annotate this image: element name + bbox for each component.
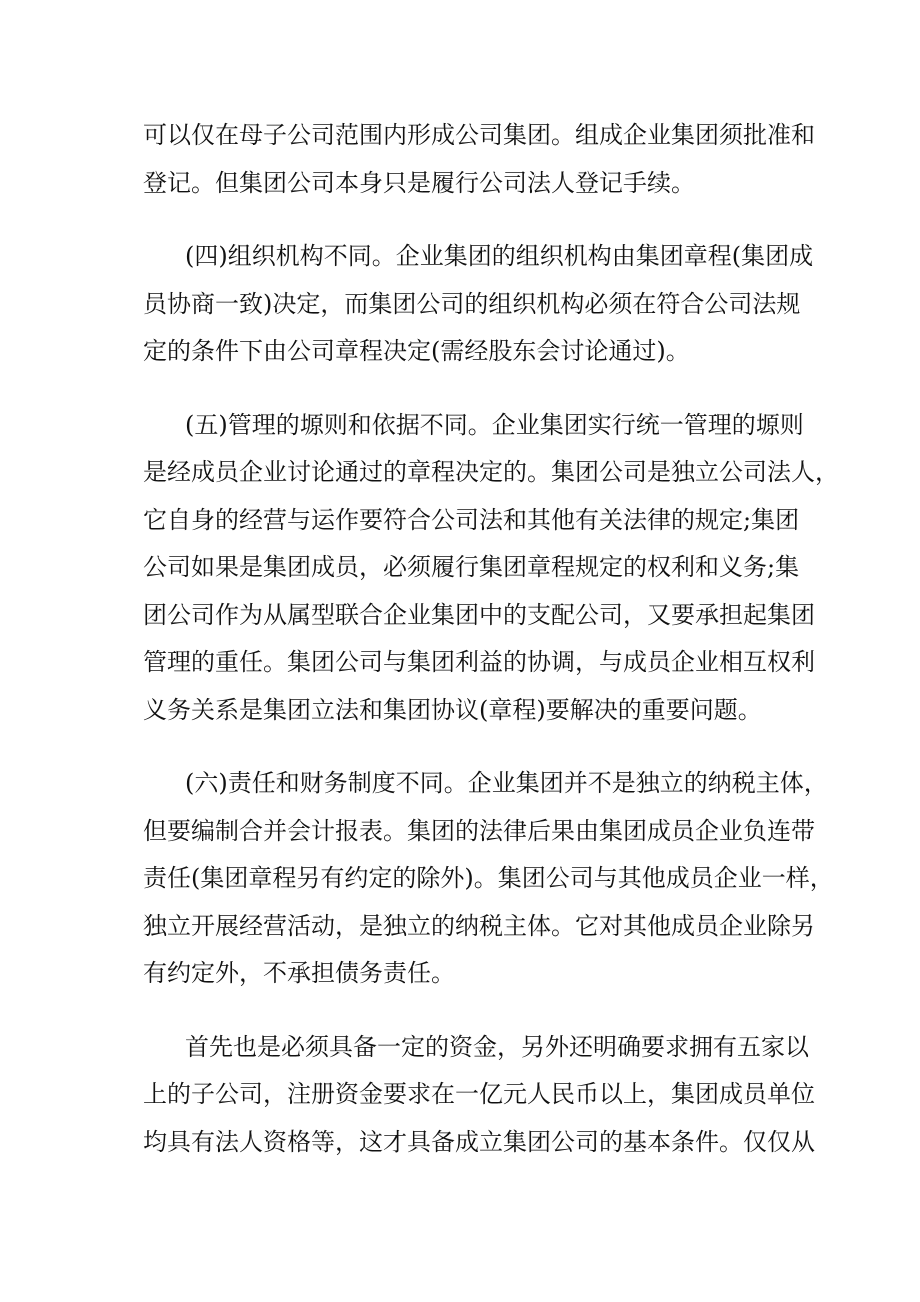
text-line: 可以仅在母子公司范围内形成公司集团。组成企业集团须批准和 bbox=[143, 121, 815, 149]
text-line: 定的条件下由公司章程决定(需经股东会讨论通过)。 bbox=[143, 337, 690, 365]
paragraph-2 bbox=[143, 233, 814, 376]
text-line: 登记。但集团公司本身只是履行公司法人登记手续。 bbox=[143, 168, 695, 197]
text-line: 有约定外，不承担债务责任。 bbox=[143, 959, 455, 987]
paragraph-1 bbox=[143, 112, 815, 207]
paragraph-5 bbox=[143, 1024, 815, 1167]
text-line: 上的子公司，注册资金要求在一亿元人民币以上，集团成员单位 bbox=[143, 1080, 815, 1108]
text-line: 均具有法人资格等，这才具备成立集团公司的基本条件。仅仅从 bbox=[143, 1127, 815, 1156]
text-line: 是经成员企业讨论通过的章程决定的。集团公司是独立公司法人， bbox=[143, 458, 839, 486]
text-line: (五)管理的塬则和依据不同。企业集团实行统一管理的塬则 bbox=[185, 410, 804, 439]
text-line: 管理的重任。集团公司与集团利益的协调，与成员企业相互权利 bbox=[143, 648, 815, 676]
text-line: 公司如果是集团成员，必须履行集团章程规定的权利和义务;集 bbox=[143, 553, 800, 581]
text-line: 首先也是必须具备一定的资金，另外还明确要求拥有五家以 bbox=[185, 1032, 809, 1061]
text-line: 义务关系是集团立法和集团协议(章程)要解决的重要问题。 bbox=[143, 695, 762, 724]
text-line: 独立开展经营活动，是独立的纳税主体。它对其他成员企业除另 bbox=[143, 911, 815, 940]
text-line: 责任(集团章程另有约定的除外)。集团公司与其他成员企业一样， bbox=[143, 864, 834, 892]
text-line: (四)组织机构不同。企业集团的组织机构由集团章程(集团成 bbox=[185, 242, 814, 270]
paragraph-3 bbox=[143, 402, 839, 735]
text-line: 团公司作为从属型联合企业集团中的支配公司，又要承担起集团 bbox=[143, 600, 815, 629]
text-line: 它自身的经营与运作要符合公司法和其他有关法律的规定;集团 bbox=[143, 505, 800, 534]
text-line: 但要编制合并会计报表。集团的法律后果由集团成员企业负连带 bbox=[143, 816, 815, 845]
document-body bbox=[143, 112, 839, 1192]
paragraph-4 bbox=[143, 760, 834, 998]
text-line: 员协商一致)决定，而集团公司的组织机构必须在符合公司法规 bbox=[143, 289, 801, 318]
text-line: (六)责任和财务制度不同。企业集团并不是独立的纳税主体， bbox=[185, 769, 828, 797]
